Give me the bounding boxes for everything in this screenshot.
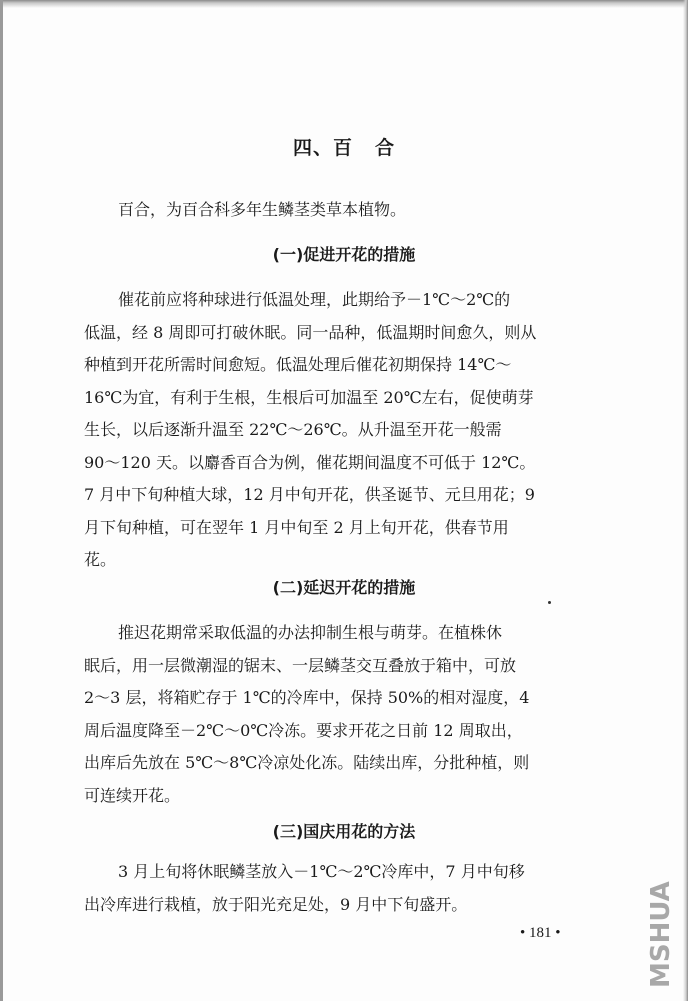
text-line: 出冷库进行栽植，放于阳光充足处，9 月中下旬盛开。 <box>84 894 468 914</box>
section-heading-3: (三)国庆用花的方法 <box>272 822 416 841</box>
section-heading-2: (二)延迟开花的措施 <box>272 578 416 597</box>
text-line: 出库后先放在 5℃～8℃冷凉处化冻。陆续出库，分批种植，则 <box>84 753 530 772</box>
section-2-paragraph <box>84 617 604 812</box>
watermark-text: MSHUA <box>646 881 676 988</box>
text-line: 7 月中下旬种植大球，12 月中旬开花，供圣诞节、元旦用花；9 <box>84 485 535 504</box>
section-3-paragraph <box>84 856 604 921</box>
text-line: 可连续开花。 <box>84 785 181 805</box>
text-line: 种植到开花所需时间愈短。低温处理后催花初期保持 14℃～ <box>84 355 512 374</box>
section-1-paragraph <box>84 284 604 577</box>
page-number: • 181 • <box>520 925 561 941</box>
chapter-title <box>0 133 688 160</box>
text-line: 低温，经 8 周即可打破休眠。同一品种，低温期时间愈久，则从 <box>84 322 537 342</box>
text-line: 3 月上旬将休眠鳞茎放入－1℃～2℃冷库中，7 月中旬移 <box>118 862 525 881</box>
text-line: 周后温度降至－2℃～0℃冷冻。要求开花之日前 12 周取出， <box>84 720 523 740</box>
chapter-title-part-2: 合 <box>375 137 396 159</box>
text-line: 90～120 天。以麝香百合为例，催花期间温度不可低于 12℃。 <box>84 452 536 472</box>
text-line: 眠后，用一层微潮湿的锯末、一层鳞茎交互叠放于箱中，可放 <box>84 655 517 675</box>
text-line: 月下旬种植，可在翌年 1 月中旬至 2 月上旬开花，供春节用 <box>84 517 509 537</box>
text-line: 花。 <box>84 550 117 569</box>
watermark-logo <box>640 878 678 990</box>
text-line: 16℃为宜，有利于生根，生根后可加温至 20℃左右，促使萌芽 <box>84 387 534 407</box>
text-line: 推迟花期常采取低温的办法抑制生根与萌芽。在植株休 <box>118 623 503 642</box>
text-line: 2～3 层，将箱贮存于 1℃的冷库中，保持 50%的相对湿度，4 <box>84 688 530 707</box>
scan-edge-top <box>0 0 688 8</box>
scan-speck <box>548 601 551 604</box>
text-line: 生长，以后逐渐升温至 22℃～26℃。从升温至开花一般需 <box>84 420 502 439</box>
section-heading-1: (一)促进开花的措施 <box>272 245 416 264</box>
text-line: 催花前应将种球进行低温处理，此期给予－1℃～2℃的 <box>118 290 511 309</box>
chapter-title-part-1: 四、百 <box>292 137 353 159</box>
intro-paragraph: 百合，为百合科多年生鳞茎类草本植物。 <box>118 200 407 219</box>
